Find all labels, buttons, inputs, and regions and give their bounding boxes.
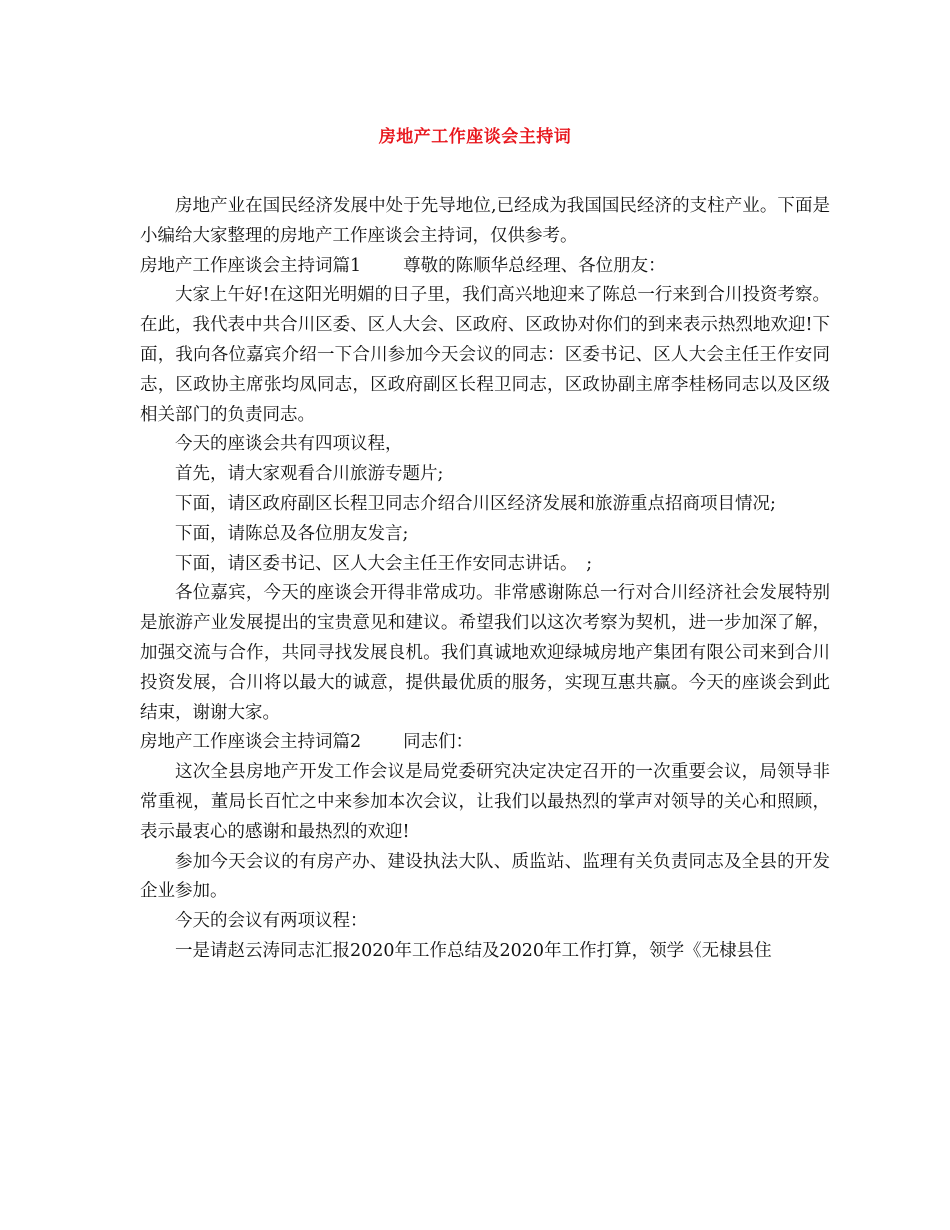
paragraph-agenda-intro: 今天的会议有两项议程： bbox=[175, 911, 368, 932]
paragraph-agenda-item: 下面，请陈总及各位朋友发言; bbox=[175, 523, 409, 544]
paragraph-agenda-intro: 今天的座谈会共有四项议程， bbox=[175, 434, 403, 455]
paragraph-welcome: 大家上午好!在这阳光明媚的日子里，我们高兴地迎来了陈总一行来到合川投资考察。在此，我代表中共合川区委、区人大会、区政府、区政协对你们的到来表示热烈地欢迎!下面，我向各位嘉宾介绍一下合川参加今天会议的同志：区委书记、区人大会主任王作安同志，区政协主席张均凤同志，区政府副区长程卫同志，区政协副主席李桂杨同志以及区级相关部门的负责同志。 bbox=[140, 285, 830, 425]
paragraph-agenda-item: 首先，请大家观看合川旅游专题片; bbox=[175, 464, 444, 485]
paragraph-agenda-item: 下面，请区政府副区长程卫同志介绍合川区经济发展和旅游重点招商项目情况; bbox=[175, 493, 776, 514]
section-heading-2 bbox=[140, 728, 830, 758]
document-title: 房地产工作座谈会主持词 bbox=[378, 127, 572, 147]
document-body bbox=[140, 192, 830, 967]
paragraph-attendees: 参加今天会议的有房产办、建设执法大队、质监站、监理有关负责同志及全县的开发企业参加。 bbox=[140, 851, 830, 902]
section-salutation: 同志们： bbox=[403, 732, 474, 753]
paragraph-agenda-item: 一是请赵云涛同志汇报2020年工作总结及2020年工作打算，领学《无棣县住 bbox=[175, 940, 772, 961]
paragraph-agenda-item: 下面，请区委书记、区人大会主任王作安同志讲话。 ; bbox=[175, 553, 593, 574]
section-heading-1 bbox=[140, 252, 830, 282]
paragraph-meeting-intro: 这次全县房地产开发工作会议是局党委研究决定决定召开的一次重要会议，局领导非常重视，董局长百忙之中来参加本次会议，让我们以最热烈的掌声对领导的关心和照顾，表示最衷心的感谢和最热烈的欢迎! bbox=[140, 762, 830, 842]
paragraph-intro: 房地产业在国民经济发展中处于先导地位,已经成为我国国民经济的支柱产业。下面是小编给大家整理的房地产工作座谈会主持词，仅供参考。 bbox=[140, 196, 830, 246]
section-label: 房地产工作座谈会主持词篇1 bbox=[140, 255, 362, 276]
section-label: 房地产工作座谈会主持词篇2 bbox=[140, 732, 362, 753]
section-salutation: 尊敬的陈顺华总经理、各位朋友： bbox=[403, 255, 666, 276]
paragraph-closing: 各位嘉宾，今天的座谈会开得非常成功。非常感谢陈总一行对合川经济社会发展特别是旅游产业发展提出的宝贵意见和建议。希望我们以这次考察为契机，进一步加深了解，加强交流与合作，共同寻找发展良机。我们真诚地欢迎绿城房地产集团有限公司来到合川投资发展，合川将以最大的诚意，提供最优质的服务，实现互惠共赢。今天的座谈会到此结束，谢谢大家。 bbox=[140, 583, 830, 723]
